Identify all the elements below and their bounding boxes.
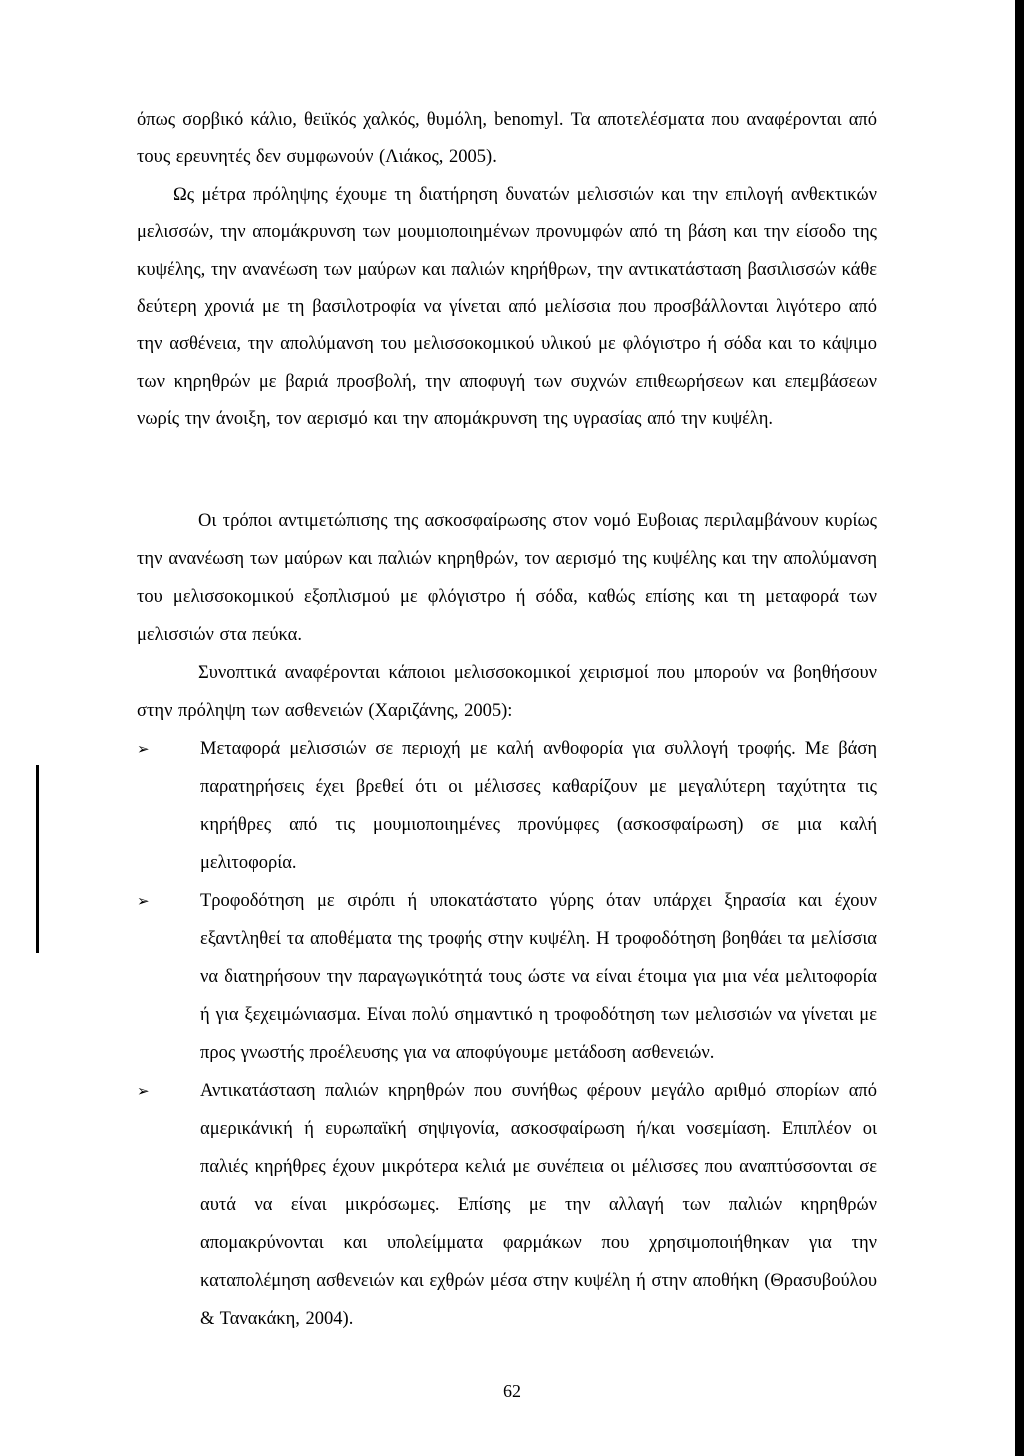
paragraph-prevention-text: Ως μέτρα πρόληψης έχουμε τη διατήρηση δυνατών μελισσιών και την επιλογή ανθεκτικών μελισσών, την απομάκρυνση των μουμιοποιημένων προνυμφών από τη βάση και την είσοδο της κυψέλης, την ανανέωση των μαύρων και παλιών κηρήθρων, την αντικατάσταση βασιλισσών κάθε δεύτερη χρονιά με τη βασιλοτροφία να γίνεται από μελίσσια που προσβάλλονται λιγότερο από την ασθένεια, την απολύμανση του μελισσοκομικού υλικού με φλόγιστρο ή σόδα και το κάψιμο των κηρηθρών με βαριά προσβολή, την αποφυγή των συχνών επιθεωρήσεων και επεμβάσεων νωρίς την άνοιξη, τον αερισμό και την απομάκρυνση της υγρασίας από την κυψέλη.: [137, 184, 877, 430]
margin-change-bar: [36, 765, 39, 953]
paragraph-prevention: [137, 102, 877, 439]
arrowhead-icon: ➢: [137, 740, 150, 758]
page-number: 62: [503, 1381, 521, 1401]
list-item-text: Μεταφορά μελισσιών σε περιοχή με καλή ανθοφορία για συλλογή τροφής. Με βάση παρατηρήσεις έχει βρεθεί ότι οι μέλισσες καθαρίζουν με μεγαλύτερη ταχύτητα τις κηρήθρες από τις μουμιοποιημένες προνύμφες (ασκοσφαίρωση) σε μια καλή μελιτοφορία.: [200, 739, 877, 873]
arrowhead-icon: ➢: [137, 1082, 150, 1100]
paragraph-evia-treatment: Οι τρόποι αντιμετώπισης της ασκοσφαίρωσης στον νομό Ευβοιας περιλαμβάνουν κυρίως την ανανέωση των μαύρων και παλιών κηρηθρών, τον αερισμό της κυψέλης και την απολύμανση του μελισσοκομικού εξοπλισμού με φλόγιστρο ή σόδα, καθώς επίσης και τη μεταφορά των μελισσιών στα πεύκα.: [137, 511, 877, 645]
bullet-list: [137, 730, 877, 1338]
paragraph-summary-intro: Συνοπτικά αναφέρονται κάποιοι μελισσοκομικοί χειρισμοί που μπορούν να βοηθήσουν στην πρόληψη των ασθενειών (Χαριζάνης, 2005):: [137, 663, 877, 721]
list-item: [137, 730, 877, 882]
treatment-section: [137, 502, 877, 1338]
scan-edge: [1015, 0, 1024, 1456]
list-item: [137, 1072, 877, 1338]
list-item-text: Τροφοδότηση με σιρόπι ή υποκατάστατο γύρης όταν υπάρχει ξηρασία και έχουν εξαντληθεί τα αποθέματα της τροφής στην κυψέλη. Η τροφοδότηση βοηθάει τα μελίσσια να διατηρήσουν την παραγωγικότητά τους ώστε να είναι έτοιμα για μια νέα μελιτοφορία ή για ξεχειμώνιασμα. Είναι πολύ σημαντικό η τροφοδότηση των μελισσιών να γίνεται με προς γνωστής προέλευσης για να αποφύγουμε μετάδοση ασθενειών.: [200, 891, 877, 1063]
list-item-text: Αντικατάσταση παλιών κηρηθρών που συνήθως φέρουν μεγάλο αριθμό σπορίων από αμερικάνική ή ευρωπαϊκή σηψιγονία, ασκοσφαίρωση ή/και νοσεμίαση. Επιπλέον οι παλιές κηρήθρες έχουν μικρότερα κελιά με συνέπεια οι μέλισσες που αναπτύσσονται σε αυτά να είναι μικρόσωμες. Επίσης με την αλλαγή των παλιών κηρηθρών απομακρύνονται και υπολείμματα φαρμάκων που χρησιμοποιήθηκαν για την καταπολέμηση ασθενειών και εχθρών μέσα στην κυψέλη ή στην αποθήκη (Θρασυβούλου & Τανακάκη, 2004).: [200, 1081, 877, 1329]
paragraph-lead-text: όπως σορβικό κάλιο, θειϊκός χαλκός, θυμόλη, benomyl. Τα αποτελέσματα που αναφέρονται από τους ερευνητές δεν συμφωνούν (Λιάκος, 2005).: [137, 110, 877, 168]
list-item: [137, 882, 877, 1072]
arrowhead-icon: ➢: [137, 892, 150, 910]
